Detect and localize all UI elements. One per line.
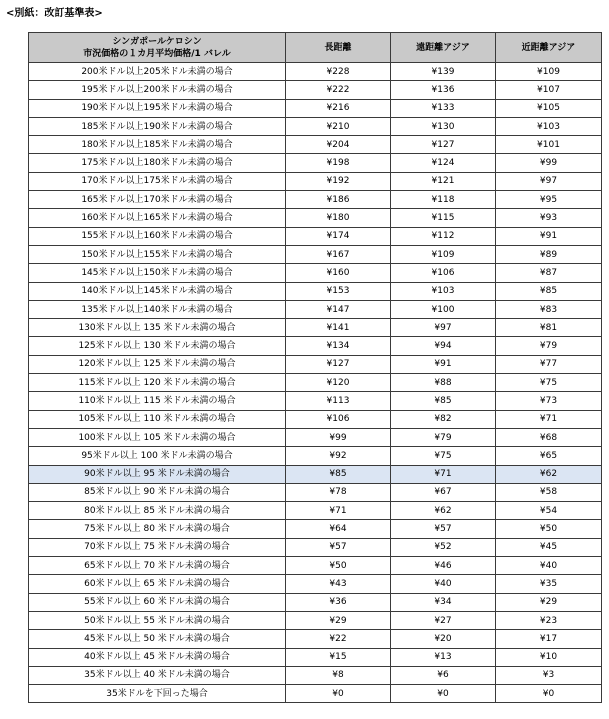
- table-row: [29, 81, 602, 99]
- long-distance-cell: ¥113: [286, 392, 391, 410]
- long-distance-cell: ¥160: [286, 264, 391, 282]
- far-asia-cell: ¥34: [391, 593, 496, 611]
- long-distance-cell: ¥147: [286, 300, 391, 318]
- price-range-cell: 150米ドル以上155米ドル未満の場合: [29, 245, 286, 263]
- price-range-cell: 95米ドル以上 100 米ドル未満の場合: [29, 447, 286, 465]
- price-range-cell: 130米ドル以上 135 米ドル未満の場合: [29, 319, 286, 337]
- far-asia-cell: ¥88: [391, 374, 496, 392]
- price-range-cell: 35米ドルを下回った場合: [29, 685, 286, 703]
- long-distance-cell: ¥167: [286, 245, 391, 263]
- price-range-cell: 80米ドル以上 85 米ドル未満の場合: [29, 502, 286, 520]
- table-row: [29, 63, 602, 81]
- table-row: [29, 282, 602, 300]
- near-asia-cell: ¥62: [496, 465, 602, 483]
- far-asia-cell: ¥0: [391, 685, 496, 703]
- long-distance-cell: ¥186: [286, 191, 391, 209]
- far-asia-cell: ¥20: [391, 630, 496, 648]
- far-asia-cell: ¥79: [391, 428, 496, 446]
- near-asia-cell: ¥50: [496, 520, 602, 538]
- far-asia-cell: ¥46: [391, 557, 496, 575]
- far-asia-cell: ¥75: [391, 447, 496, 465]
- price-range-cell: 200米ドル以上205米ドル未満の場合: [29, 63, 286, 81]
- long-distance-cell: ¥192: [286, 172, 391, 190]
- price-range-cell: 65米ドル以上 70 米ドル未満の場合: [29, 557, 286, 575]
- table-row: [29, 227, 602, 245]
- table-row: [29, 374, 602, 392]
- long-distance-cell: ¥210: [286, 117, 391, 135]
- near-asia-cell: ¥10: [496, 648, 602, 666]
- table-row: [29, 154, 602, 172]
- price-range-cell: 180米ドル以上185米ドル未満の場合: [29, 136, 286, 154]
- near-asia-cell: ¥23: [496, 611, 602, 629]
- near-asia-cell: ¥77: [496, 355, 602, 373]
- near-asia-cell: ¥95: [496, 191, 602, 209]
- price-range-header-line1: シンガポールケロシン: [112, 36, 202, 47]
- price-range-cell: 160米ドル以上165米ドル未満の場合: [29, 209, 286, 227]
- near-asia-cell: ¥17: [496, 630, 602, 648]
- far-asia-cell: ¥124: [391, 154, 496, 172]
- far-asia-cell: ¥115: [391, 209, 496, 227]
- long-distance-cell: ¥50: [286, 557, 391, 575]
- far-asia-cell: ¥94: [391, 337, 496, 355]
- price-range-cell: 115米ドル以上 120 米ドル未満の場合: [29, 374, 286, 392]
- price-range-cell: 90米ドル以上 95 米ドル未満の場合: [29, 465, 286, 483]
- table-row: [29, 209, 602, 227]
- far-asia-cell: ¥118: [391, 191, 496, 209]
- table-row: [29, 245, 602, 263]
- long-distance-cell: ¥85: [286, 465, 391, 483]
- long-distance-cell: ¥92: [286, 447, 391, 465]
- table-row: [29, 410, 602, 428]
- far-asia-cell: ¥139: [391, 63, 496, 81]
- long-distance-cell: ¥36: [286, 593, 391, 611]
- long-distance-cell: ¥204: [286, 136, 391, 154]
- far-asia-cell: ¥67: [391, 483, 496, 501]
- far-asia-cell: ¥100: [391, 300, 496, 318]
- price-range-cell: 155米ドル以上160米ドル未満の場合: [29, 227, 286, 245]
- far-asia-cell: ¥121: [391, 172, 496, 190]
- near-asia-cell: ¥85: [496, 282, 602, 300]
- price-range-cell: 140米ドル以上145米ドル未満の場合: [29, 282, 286, 300]
- price-range-header: [29, 33, 286, 63]
- near-asia-cell: ¥83: [496, 300, 602, 318]
- far-asia-cell: ¥71: [391, 465, 496, 483]
- long-distance-cell: ¥106: [286, 410, 391, 428]
- table-row: [29, 264, 602, 282]
- far-asia-cell: ¥91: [391, 355, 496, 373]
- table-row: [29, 172, 602, 190]
- price-range-cell: 170米ドル以上175米ドル未満の場合: [29, 172, 286, 190]
- long-distance-cell: ¥43: [286, 575, 391, 593]
- long-distance-cell: ¥57: [286, 538, 391, 556]
- far-asia-cell: ¥109: [391, 245, 496, 263]
- table-row: [29, 648, 602, 666]
- table-row: [29, 117, 602, 135]
- far-asia-cell: ¥127: [391, 136, 496, 154]
- price-range-cell: 165米ドル以上170米ドル未満の場合: [29, 191, 286, 209]
- price-range-cell: 40米ドル以上 45 米ドル未満の場合: [29, 648, 286, 666]
- table-row: [29, 191, 602, 209]
- long-distance-cell: ¥222: [286, 81, 391, 99]
- table-row: [29, 355, 602, 373]
- far-asia-cell: ¥103: [391, 282, 496, 300]
- long-distance-cell: ¥174: [286, 227, 391, 245]
- table-row: [29, 666, 602, 684]
- table-row: [29, 575, 602, 593]
- far-asia-cell: ¥130: [391, 117, 496, 135]
- table-row: [29, 538, 602, 556]
- table-row: [29, 465, 602, 483]
- far-asia-cell: ¥6: [391, 666, 496, 684]
- price-range-cell: 110米ドル以上 115 米ドル未満の場合: [29, 392, 286, 410]
- far-asia-header: 遠距離アジア: [391, 33, 496, 63]
- price-range-cell: 60米ドル以上 65 米ドル未満の場合: [29, 575, 286, 593]
- table-row: [29, 483, 602, 501]
- document-caption: <別紙：改訂基準表>: [6, 8, 103, 19]
- price-range-cell: 145米ドル以上150米ドル未満の場合: [29, 264, 286, 282]
- long-distance-cell: ¥153: [286, 282, 391, 300]
- table-row: [29, 520, 602, 538]
- table-row: [29, 337, 602, 355]
- far-asia-cell: ¥112: [391, 227, 496, 245]
- price-range-cell: 70米ドル以上 75 米ドル未満の場合: [29, 538, 286, 556]
- far-asia-cell: ¥97: [391, 319, 496, 337]
- near-asia-cell: ¥40: [496, 557, 602, 575]
- near-asia-cell: ¥58: [496, 483, 602, 501]
- table-row: [29, 502, 602, 520]
- far-asia-cell: ¥62: [391, 502, 496, 520]
- long-distance-cell: ¥198: [286, 154, 391, 172]
- long-distance-cell: ¥180: [286, 209, 391, 227]
- table-row: [29, 593, 602, 611]
- price-range-cell: 55米ドル以上 60 米ドル未満の場合: [29, 593, 286, 611]
- far-asia-cell: ¥52: [391, 538, 496, 556]
- near-asia-cell: ¥105: [496, 99, 602, 117]
- near-asia-cell: ¥107: [496, 81, 602, 99]
- long-distance-cell: ¥8: [286, 666, 391, 684]
- near-asia-cell: ¥3: [496, 666, 602, 684]
- table-row: [29, 685, 602, 703]
- price-range-cell: 185米ドル以上190米ドル未満の場合: [29, 117, 286, 135]
- far-asia-cell: ¥40: [391, 575, 496, 593]
- near-asia-cell: ¥91: [496, 227, 602, 245]
- table-row: [29, 319, 602, 337]
- near-asia-cell: ¥54: [496, 502, 602, 520]
- near-asia-cell: ¥109: [496, 63, 602, 81]
- long-distance-cell: ¥228: [286, 63, 391, 81]
- price-range-cell: 35米ドル以上 40 米ドル未満の場合: [29, 666, 286, 684]
- long-distance-cell: ¥134: [286, 337, 391, 355]
- long-distance-cell: ¥29: [286, 611, 391, 629]
- near-asia-cell: ¥103: [496, 117, 602, 135]
- near-asia-cell: ¥89: [496, 245, 602, 263]
- long-distance-cell: ¥78: [286, 483, 391, 501]
- long-distance-header: 長距離: [286, 33, 391, 63]
- long-distance-cell: ¥99: [286, 428, 391, 446]
- far-asia-cell: ¥57: [391, 520, 496, 538]
- near-asia-cell: ¥99: [496, 154, 602, 172]
- near-asia-cell: ¥75: [496, 374, 602, 392]
- table-row: [29, 392, 602, 410]
- price-range-cell: 50米ドル以上 55 米ドル未満の場合: [29, 611, 286, 629]
- table-row: [29, 428, 602, 446]
- near-asia-cell: ¥79: [496, 337, 602, 355]
- far-asia-cell: ¥106: [391, 264, 496, 282]
- price-range-cell: 45米ドル以上 50 米ドル未満の場合: [29, 630, 286, 648]
- near-asia-cell: ¥101: [496, 136, 602, 154]
- table-row: [29, 136, 602, 154]
- price-range-header-line2: 市況価格の１カ月平均価格/1 バレル: [83, 48, 231, 59]
- near-asia-cell: ¥0: [496, 685, 602, 703]
- price-range-cell: 85米ドル以上 90 米ドル未満の場合: [29, 483, 286, 501]
- near-asia-cell: ¥29: [496, 593, 602, 611]
- price-range-cell: 175米ドル以上180米ドル未満の場合: [29, 154, 286, 172]
- table-row: [29, 557, 602, 575]
- near-asia-cell: ¥97: [496, 172, 602, 190]
- near-asia-cell: ¥87: [496, 264, 602, 282]
- long-distance-cell: ¥71: [286, 502, 391, 520]
- near-asia-cell: ¥71: [496, 410, 602, 428]
- price-range-cell: 120米ドル以上 125 米ドル未満の場合: [29, 355, 286, 373]
- table-row: [29, 300, 602, 318]
- far-asia-cell: ¥13: [391, 648, 496, 666]
- long-distance-cell: ¥127: [286, 355, 391, 373]
- near-asia-cell: ¥73: [496, 392, 602, 410]
- price-range-cell: 135米ドル以上140米ドル未満の場合: [29, 300, 286, 318]
- long-distance-cell: ¥15: [286, 648, 391, 666]
- far-asia-cell: ¥27: [391, 611, 496, 629]
- long-distance-cell: ¥216: [286, 99, 391, 117]
- near-asia-header: 近距離アジア: [496, 33, 602, 63]
- revised-rate-table: [28, 32, 602, 703]
- far-asia-cell: ¥85: [391, 392, 496, 410]
- near-asia-cell: ¥35: [496, 575, 602, 593]
- near-asia-cell: ¥81: [496, 319, 602, 337]
- price-range-cell: 105米ドル以上 110 米ドル未満の場合: [29, 410, 286, 428]
- near-asia-cell: ¥45: [496, 538, 602, 556]
- long-distance-cell: ¥0: [286, 685, 391, 703]
- near-asia-cell: ¥93: [496, 209, 602, 227]
- table-header-row: [29, 33, 602, 63]
- price-range-cell: 100米ドル以上 105 米ドル未満の場合: [29, 428, 286, 446]
- far-asia-cell: ¥136: [391, 81, 496, 99]
- price-range-cell: 190米ドル以上195米ドル未満の場合: [29, 99, 286, 117]
- far-asia-cell: ¥133: [391, 99, 496, 117]
- table-body: [29, 63, 602, 703]
- table-row: [29, 630, 602, 648]
- long-distance-cell: ¥22: [286, 630, 391, 648]
- long-distance-cell: ¥64: [286, 520, 391, 538]
- near-asia-cell: ¥65: [496, 447, 602, 465]
- long-distance-cell: ¥120: [286, 374, 391, 392]
- table-row: [29, 611, 602, 629]
- long-distance-cell: ¥141: [286, 319, 391, 337]
- table-row: [29, 447, 602, 465]
- price-range-cell: 75米ドル以上 80 米ドル未満の場合: [29, 520, 286, 538]
- near-asia-cell: ¥68: [496, 428, 602, 446]
- price-range-cell: 125米ドル以上 130 米ドル未満の場合: [29, 337, 286, 355]
- table-row: [29, 99, 602, 117]
- price-range-cell: 195米ドル以上200米ドル未満の場合: [29, 81, 286, 99]
- far-asia-cell: ¥82: [391, 410, 496, 428]
